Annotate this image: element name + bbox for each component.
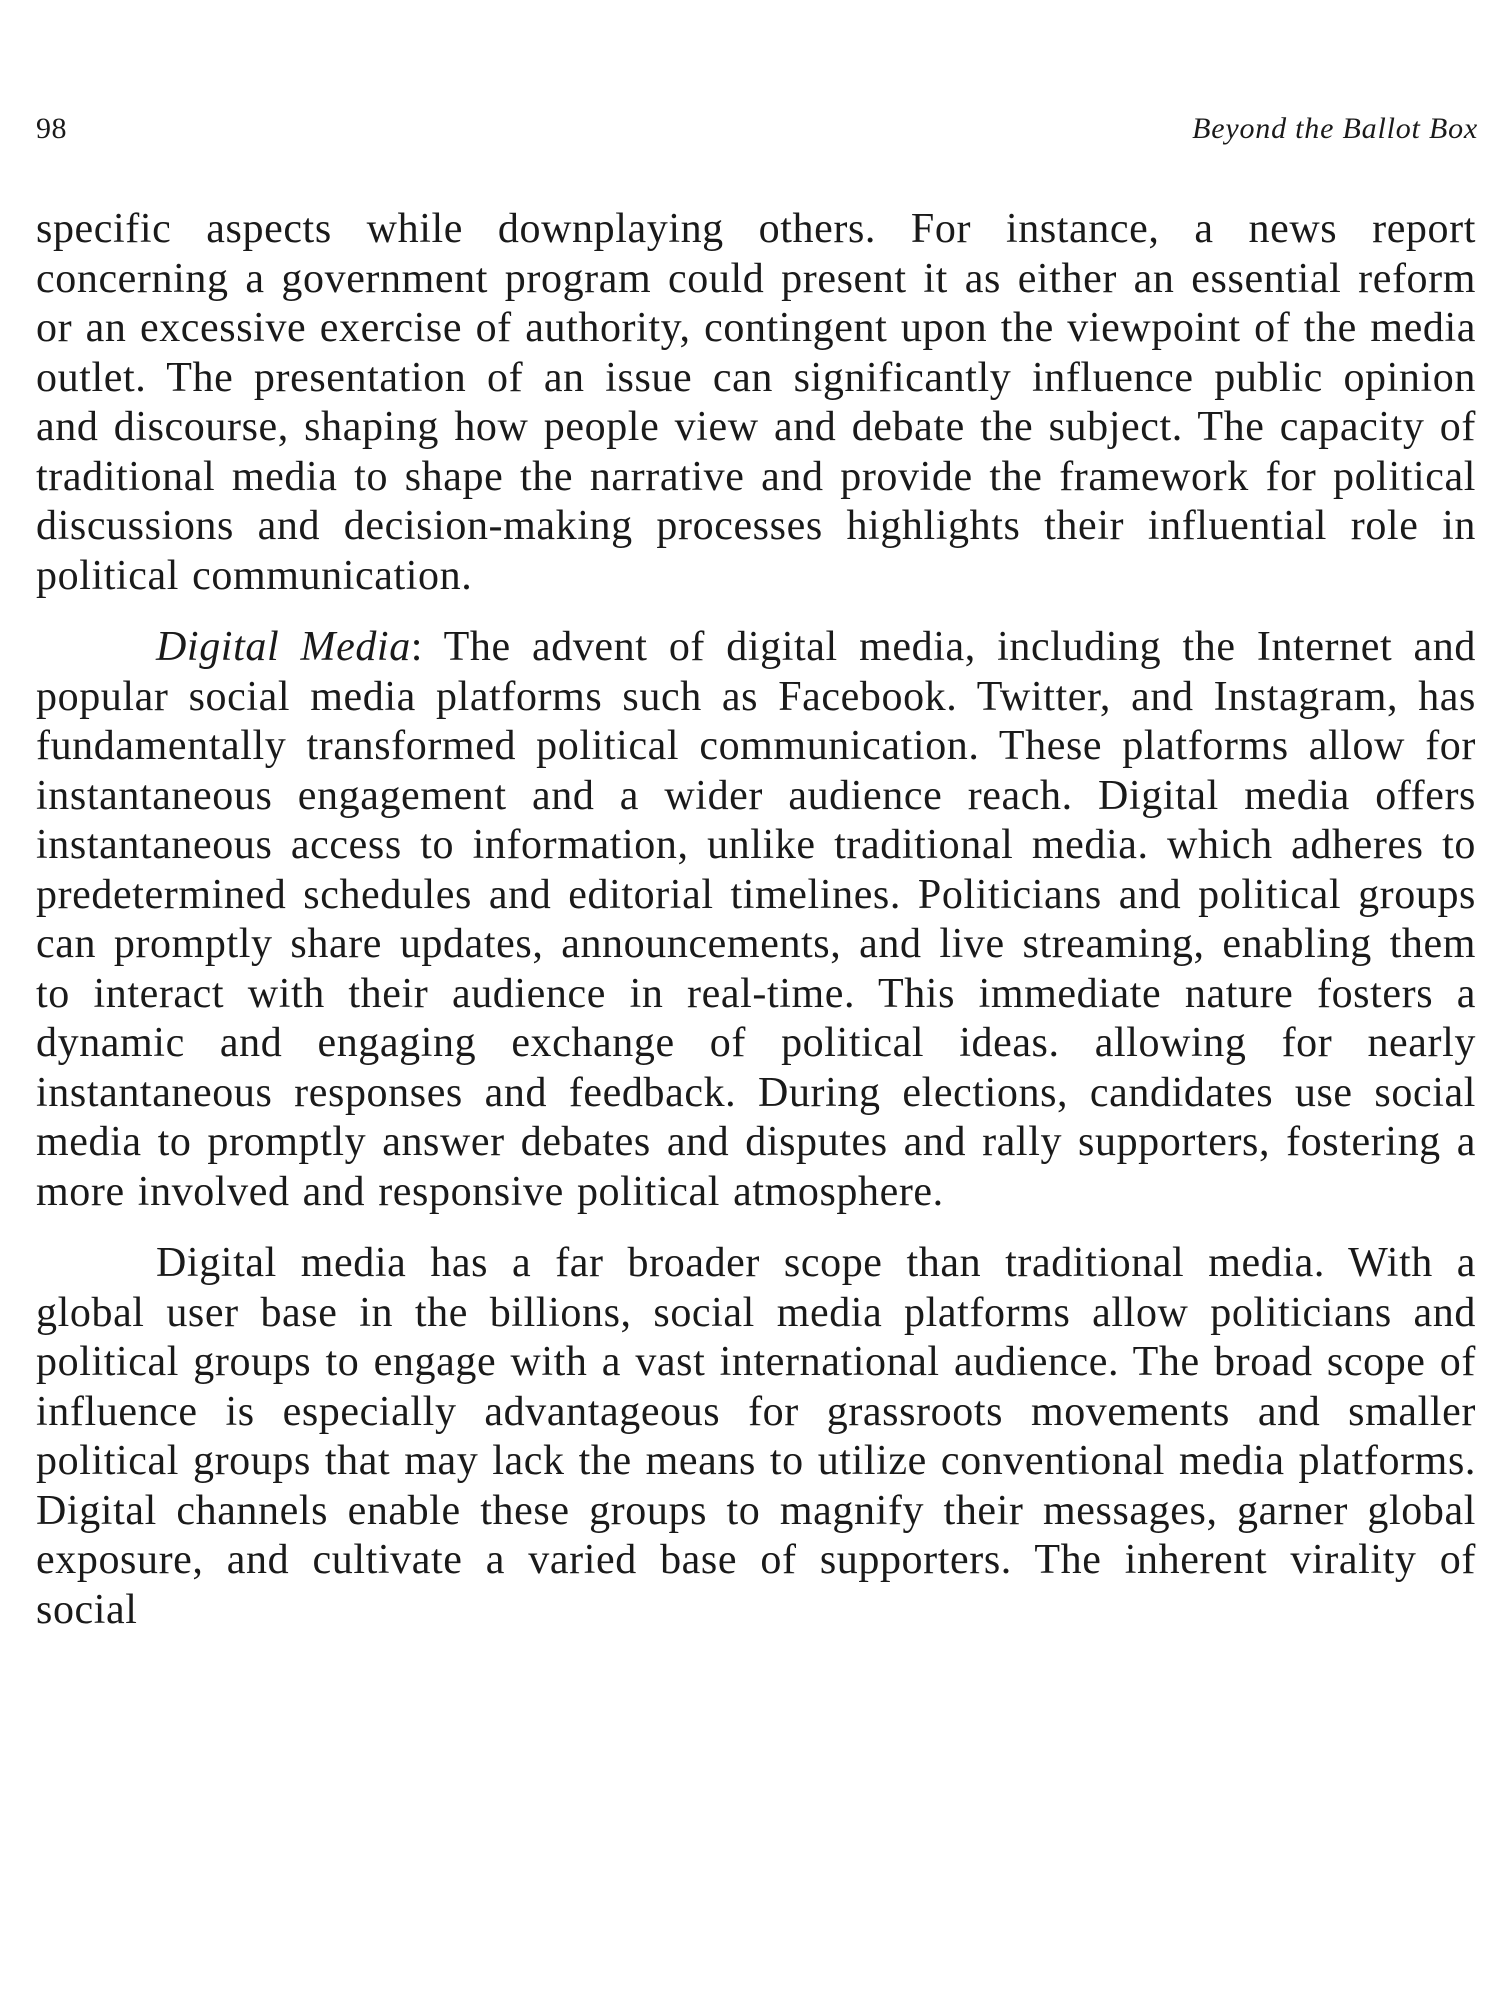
paragraph-digital-media xyxy=(36,623,1476,1217)
paragraph-digital-scope: Digital media has a far broader scope than traditional media. With a global user base in the billions, social media platforms allow politicians and political groups to engage with a vast international audience. The broad scope of influence is especially advantageous for grassroots movements and smaller political groups that may lack the means to utilize conventional media platforms. Digital channels enable these groups to magnify their messages, garner global exposure, and cultivate a varied base of supporters. The inherent virality of social xyxy=(36,1240,1476,1633)
paragraph-digital-media-text: : The advent of digital media, including the Internet and popular social media platforms such as Facebook. Twitter, and Instagram, has fundamentally transformed political communication. These platforms allow for instantaneous engagement and a wider audience reach. Digital media offers instantaneous access to information, unlike traditional media. which adheres to predetermined schedules and editorial timelines. Politicians and political groups can promptly share updates, announcements, and live streaming, enabling them to interact with their audience in real-time. This immediate nature fosters a dynamic and engaging exchange of political ideas. allowing for nearly instantaneous responses and feedback. During elections, candidates use social media to promptly answer debates and disputes and rally supporters, fostering a more involved and responsive political atmosphere. xyxy=(36,624,1476,1215)
body-text xyxy=(36,205,1476,1635)
page-number: 98 xyxy=(36,112,67,145)
running-head xyxy=(36,112,1478,152)
running-title: Beyond the Ballot Box xyxy=(1192,112,1478,145)
run-in-heading: Digital Media xyxy=(156,624,411,670)
paragraph-framing: specific aspects while downplaying others. For instance, a news report concerning a government program could present it as either an essential reform or an excessive exercise of authority, contingent upon the viewpoint of the media outlet. The presentation of an issue can significantly influence public opinion and discourse, shaping how people view and debate the subject. The capacity of traditional media to shape the narrative and provide the framework for political discussions and decision-making processes highlights their influential role in political communication. xyxy=(36,206,1476,599)
